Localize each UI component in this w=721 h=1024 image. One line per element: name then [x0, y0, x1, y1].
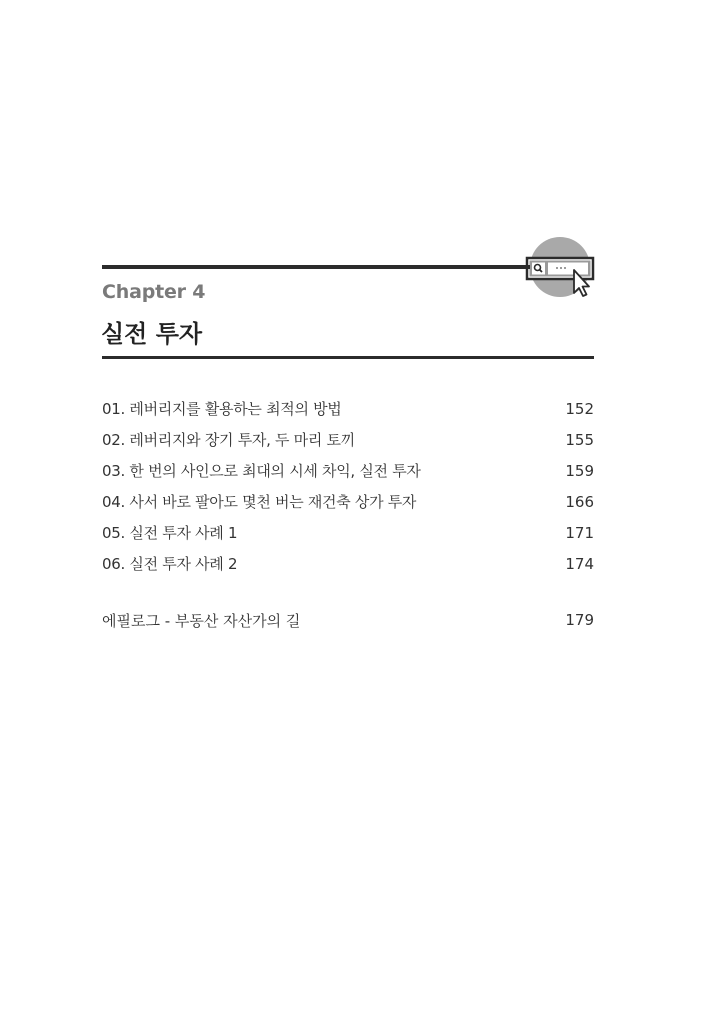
toc-entry[interactable]	[102, 393, 594, 424]
search-bar-illustration	[524, 236, 596, 302]
epilogue-page: 179	[565, 611, 594, 629]
toc-entry-page: 174	[565, 554, 594, 573]
toc-entry-page: 159	[565, 461, 594, 480]
toc-entry[interactable]	[102, 517, 594, 548]
toc-entry-title: 01. 레버리지를 활용하는 최적의 방법	[102, 400, 342, 418]
toc-entry-page: 152	[565, 399, 594, 418]
ellipsis-icon	[556, 267, 566, 269]
toc-entry-title: 03. 한 번의 사인으로 최대의 시세 차익, 실전 투자	[102, 462, 421, 480]
toc-entry[interactable]	[102, 486, 594, 517]
chapter-number: Chapter 4	[102, 281, 206, 303]
toc-entry[interactable]	[102, 548, 594, 579]
toc-entry[interactable]	[102, 455, 594, 486]
epilogue-title: 에필로그 - 부동산 자산가의 길	[102, 611, 301, 630]
toc-entry[interactable]	[102, 424, 594, 455]
toc-entry-page: 155	[565, 430, 594, 449]
toc-entry-title: 05. 실전 투자 사례 1	[102, 524, 238, 542]
toc-entry-page: 166	[565, 492, 594, 511]
toc-entry-title: 02. 레버리지와 장기 투자, 두 마리 토끼	[102, 431, 355, 449]
chapter-title: 실전 투자	[101, 320, 203, 348]
table-of-contents	[102, 393, 594, 579]
toc-entry-title: 04. 사서 바로 팔아도 몇천 버는 재건축 상가 투자	[102, 493, 417, 511]
toc-entry-page: 171	[565, 523, 594, 542]
chapter-bottom-rule	[102, 356, 594, 359]
toc-epilogue[interactable]	[102, 609, 594, 631]
toc-entry-title: 06. 실전 투자 사례 2	[102, 555, 238, 573]
chapter-top-rule	[102, 265, 530, 269]
